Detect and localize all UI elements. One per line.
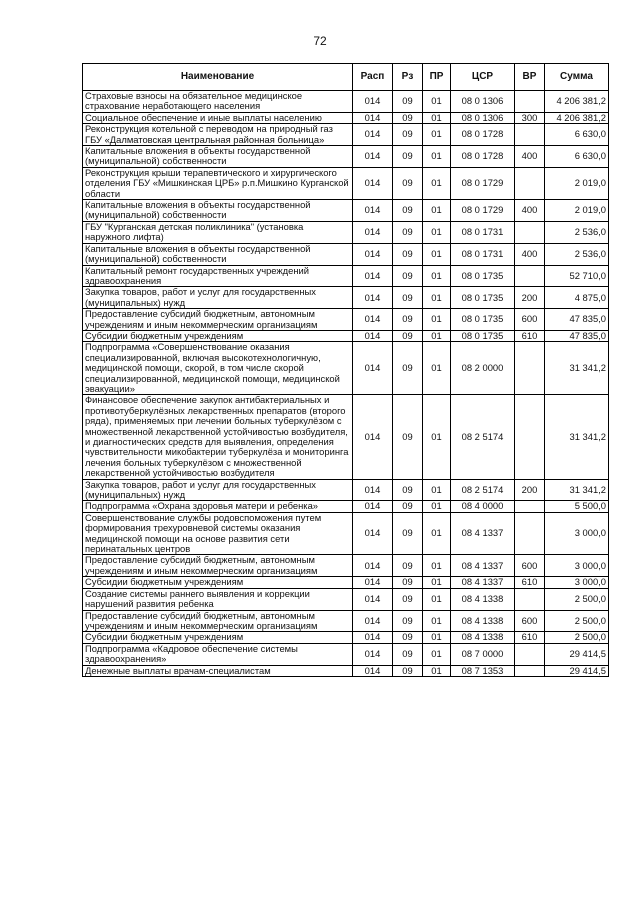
cell-name: Капитальные вложения в объекты государственной (муниципальной) собственности [83,243,353,265]
cell-sum: 31 341,2 [545,395,609,479]
cell-rz: 09 [393,91,423,113]
cell-csr: 08 7 1353 [451,665,515,676]
cell-pr: 01 [423,91,451,113]
cell-name: Финансовое обеспечение закупок антибактериальных и противотуберкулёзных лекарственных препаратов (второго ряда), применяемых при лечении больных туберкулёзом с множественной лекарственной устойчивостью возбудителя, и диагностических средств для выявления, определения чувствительности микобактерии туберкулёза и мониторинга лечения больных туберкулёзом с множественной лекарственной устойчивостью возбудителя [83,395,353,479]
cell-pr: 01 [423,632,451,643]
cell-rz: 09 [393,146,423,168]
cell-name: Реконструкция котельной с переводом на природный газ ГБУ «Далматовская центральная районная больница» [83,124,353,146]
cell-name: Капитальные вложения в объекты государственной (муниципальной) собственности [83,200,353,222]
cell-csr: 08 0 1729 [451,200,515,222]
cell-rasp: 014 [353,221,393,243]
cell-name: Предоставление субсидий бюджетным, автономным учреждениям и иным некоммерческим организациям [83,555,353,577]
cell-csr: 08 0 1306 [451,112,515,123]
cell-vr: 600 [515,610,545,632]
cell-rasp: 014 [353,167,393,199]
table-row [83,643,609,665]
table-row [83,243,609,265]
cell-name: Предоставление субсидий бюджетным, автономным учреждениям и иным некоммерческим организациям [83,309,353,331]
cell-rasp: 014 [353,91,393,113]
table-row [83,309,609,331]
cell-pr: 01 [423,330,451,341]
cell-pr: 01 [423,167,451,199]
header-rasp: Расп [353,64,393,91]
cell-pr: 01 [423,665,451,676]
cell-vr [515,265,545,287]
cell-csr: 08 0 1729 [451,167,515,199]
cell-csr: 08 7 0000 [451,643,515,665]
cell-sum: 47 835,0 [545,309,609,331]
cell-vr: 300 [515,112,545,123]
cell-sum: 31 341,2 [545,479,609,501]
table-row [83,588,609,610]
cell-sum: 2 500,0 [545,632,609,643]
cell-csr: 08 0 1731 [451,221,515,243]
table-row [83,287,609,309]
cell-rasp: 014 [353,395,393,479]
cell-rasp: 014 [353,610,393,632]
cell-sum: 3 000,0 [545,577,609,588]
table-row [83,330,609,341]
cell-name: Капитальный ремонт государственных учреждений здравоохранения [83,265,353,287]
cell-rz: 09 [393,124,423,146]
cell-rz: 09 [393,330,423,341]
cell-vr [515,167,545,199]
table-row [83,665,609,676]
cell-sum: 4 206 381,2 [545,112,609,123]
cell-rasp: 014 [353,243,393,265]
cell-vr [515,395,545,479]
cell-csr: 08 0 1735 [451,265,515,287]
cell-name: Страховые взносы на обязательное медицинское страхование неработающего населения [83,91,353,113]
cell-pr: 01 [423,287,451,309]
cell-pr: 01 [423,512,451,555]
cell-name: Закупка товаров, работ и услуг для государственных (муниципальных) нужд [83,479,353,501]
cell-vr [515,512,545,555]
cell-sum: 2 500,0 [545,610,609,632]
cell-rasp: 014 [353,512,393,555]
cell-rasp: 014 [353,330,393,341]
cell-name: Субсидии бюджетным учреждениям [83,330,353,341]
cell-rz: 09 [393,395,423,479]
table-row [83,112,609,123]
cell-csr: 08 4 1337 [451,555,515,577]
cell-csr: 08 2 5174 [451,479,515,501]
table-header [83,64,609,91]
header-row [83,64,609,91]
cell-name: Подпрограмма «Охрана здоровья матери и ребенка» [83,501,353,512]
cell-rz: 09 [393,577,423,588]
cell-rz: 09 [393,342,423,395]
cell-pr: 01 [423,146,451,168]
cell-vr [515,342,545,395]
table-row [83,555,609,577]
table-row [83,221,609,243]
cell-csr: 08 4 1337 [451,512,515,555]
cell-vr: 610 [515,330,545,341]
table-row [83,512,609,555]
table-row [83,342,609,395]
cell-name: Реконструкция крыши терапевтического и хирургического отделения ГБУ «Мишкинская ЦРБ» р.п.Мишкино Курганской области [83,167,353,199]
cell-vr [515,588,545,610]
cell-vr: 200 [515,287,545,309]
cell-pr: 01 [423,309,451,331]
table-row [83,395,609,479]
cell-rz: 09 [393,243,423,265]
cell-sum: 2 500,0 [545,588,609,610]
cell-name: Создание системы раннего выявления и коррекции нарушений развития ребенка [83,588,353,610]
cell-name: Денежные выплаты врачам-специалистам [83,665,353,676]
cell-rasp: 014 [353,665,393,676]
cell-rasp: 014 [353,146,393,168]
cell-sum: 5 500,0 [545,501,609,512]
cell-rz: 09 [393,112,423,123]
cell-vr [515,501,545,512]
cell-csr: 08 0 1306 [451,91,515,113]
cell-vr [515,665,545,676]
cell-pr: 01 [423,643,451,665]
cell-vr [515,643,545,665]
table-row [83,167,609,199]
table-row [83,200,609,222]
cell-vr: 610 [515,577,545,588]
cell-rz: 09 [393,200,423,222]
cell-rasp: 014 [353,287,393,309]
cell-rasp: 014 [353,588,393,610]
table-row [83,146,609,168]
cell-vr [515,91,545,113]
cell-rz: 09 [393,479,423,501]
cell-sum: 3 000,0 [545,555,609,577]
header-pr: ПР [423,64,451,91]
table-row [83,124,609,146]
cell-rasp: 014 [353,200,393,222]
cell-rasp: 014 [353,555,393,577]
cell-csr: 08 2 5174 [451,395,515,479]
cell-pr: 01 [423,221,451,243]
cell-sum: 6 630,0 [545,146,609,168]
cell-rasp: 014 [353,577,393,588]
cell-sum: 47 835,0 [545,330,609,341]
cell-csr: 08 4 0000 [451,501,515,512]
cell-name: Закупка товаров, работ и услуг для государственных (муниципальных) нужд [83,287,353,309]
cell-pr: 01 [423,501,451,512]
cell-pr: 01 [423,577,451,588]
cell-rasp: 014 [353,309,393,331]
cell-rz: 09 [393,610,423,632]
cell-sum: 6 630,0 [545,124,609,146]
table-row [83,91,609,113]
cell-name: Предоставление субсидий бюджетным, автономным учреждениям и иным некоммерческим организациям [83,610,353,632]
table-row [83,501,609,512]
cell-rz: 09 [393,265,423,287]
cell-name: Субсидии бюджетным учреждениям [83,577,353,588]
cell-rz: 09 [393,555,423,577]
cell-rz: 09 [393,287,423,309]
cell-sum: 4 206 381,2 [545,91,609,113]
cell-csr: 08 0 1728 [451,146,515,168]
cell-pr: 01 [423,200,451,222]
cell-pr: 01 [423,555,451,577]
cell-rz: 09 [393,632,423,643]
table-body [83,91,609,677]
cell-pr: 01 [423,588,451,610]
header-vr: ВР [515,64,545,91]
table-row [83,479,609,501]
cell-pr: 01 [423,395,451,479]
cell-rz: 09 [393,588,423,610]
cell-csr: 08 4 1337 [451,577,515,588]
cell-csr: 08 0 1731 [451,243,515,265]
cell-vr: 610 [515,632,545,643]
cell-name: ГБУ "Курганская детская поликлиника" (установка наружного лифта) [83,221,353,243]
cell-vr: 600 [515,555,545,577]
cell-name: Капитальные вложения в объекты государственной (муниципальной) собственности [83,146,353,168]
cell-rasp: 014 [353,112,393,123]
cell-csr: 08 2 0000 [451,342,515,395]
cell-vr: 400 [515,146,545,168]
cell-vr [515,221,545,243]
table-row [83,610,609,632]
cell-vr: 600 [515,309,545,331]
cell-rz: 09 [393,512,423,555]
cell-pr: 01 [423,124,451,146]
cell-sum: 2 536,0 [545,221,609,243]
cell-sum: 4 875,0 [545,287,609,309]
cell-csr: 08 0 1728 [451,124,515,146]
cell-csr: 08 4 1338 [451,632,515,643]
header-sum: Сумма [545,64,609,91]
cell-rasp: 014 [353,342,393,395]
cell-pr: 01 [423,342,451,395]
cell-name: Подпрограмма «Кадровое обеспечение системы здравоохранения» [83,643,353,665]
cell-sum: 2 019,0 [545,167,609,199]
cell-pr: 01 [423,479,451,501]
cell-rz: 09 [393,643,423,665]
cell-csr: 08 4 1338 [451,610,515,632]
cell-sum: 29 414,5 [545,643,609,665]
cell-sum: 2 536,0 [545,243,609,265]
cell-sum: 29 414,5 [545,665,609,676]
cell-pr: 01 [423,243,451,265]
cell-vr: 400 [515,243,545,265]
cell-rz: 09 [393,309,423,331]
cell-rz: 09 [393,167,423,199]
cell-rasp: 014 [353,632,393,643]
table-row [83,632,609,643]
table-row [83,265,609,287]
header-rz: Рз [393,64,423,91]
cell-pr: 01 [423,610,451,632]
cell-pr: 01 [423,112,451,123]
header-csr: ЦСР [451,64,515,91]
cell-csr: 08 0 1735 [451,330,515,341]
cell-name: Подпрограмма «Совершенствование оказания специализированной, включая высокотехнологичную, медицинской помощи, скорой, в том числе скорой специализированной, медицинской помощи, медицинской эвакуации» [83,342,353,395]
cell-rasp: 014 [353,643,393,665]
cell-sum: 31 341,2 [545,342,609,395]
cell-rasp: 014 [353,501,393,512]
cell-rz: 09 [393,501,423,512]
cell-rasp: 014 [353,124,393,146]
cell-vr [515,124,545,146]
cell-vr: 400 [515,200,545,222]
cell-sum: 2 019,0 [545,200,609,222]
cell-sum: 3 000,0 [545,512,609,555]
page-number: 72 [313,34,327,48]
cell-name: Субсидии бюджетным учреждениям [83,632,353,643]
cell-pr: 01 [423,265,451,287]
cell-vr: 200 [515,479,545,501]
cell-csr: 08 0 1735 [451,287,515,309]
cell-sum: 52 710,0 [545,265,609,287]
cell-name: Социальное обеспечение и иные выплаты населению [83,112,353,123]
cell-rz: 09 [393,665,423,676]
cell-rz: 09 [393,221,423,243]
cell-rasp: 014 [353,479,393,501]
header-name: Наименование [83,64,353,91]
cell-csr: 08 4 1338 [451,588,515,610]
cell-rasp: 014 [353,265,393,287]
budget-table [82,63,609,677]
cell-csr: 08 0 1735 [451,309,515,331]
cell-name: Совершенствование службы родовспоможения путем формирования трехуровневой системы оказания медицинской помощи на основе развития сети перинатальных центров [83,512,353,555]
table-row [83,577,609,588]
